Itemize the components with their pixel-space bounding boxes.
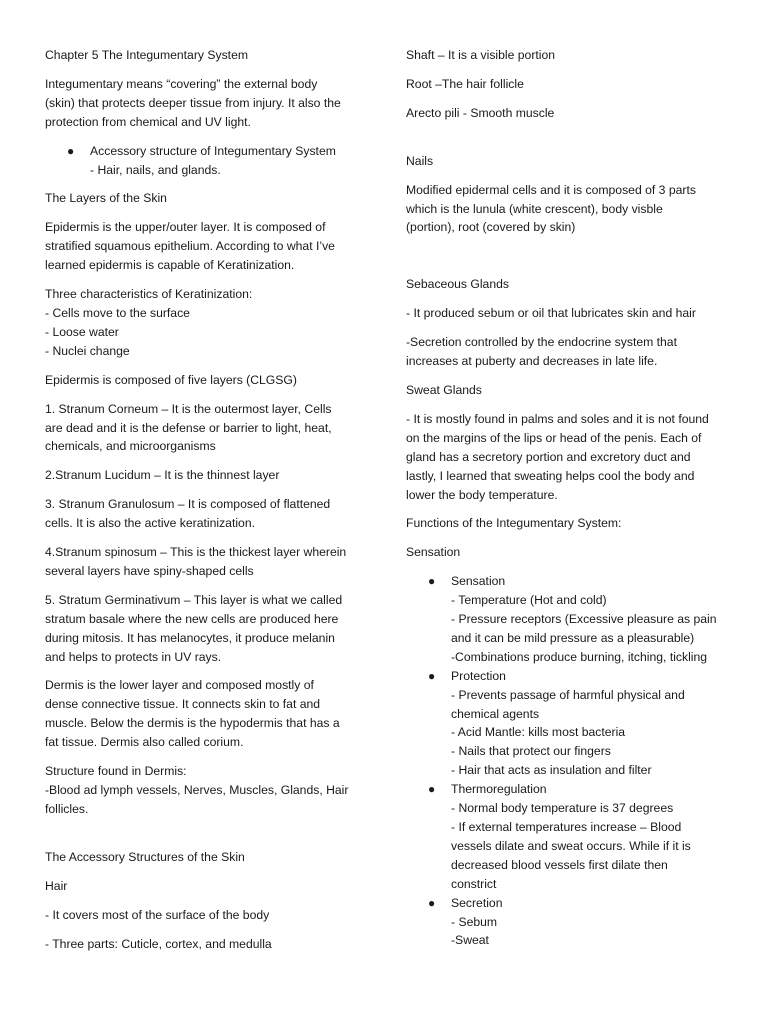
paragraph: Epidermis is the upper/outer layer. It is composed of stratified squamous epithelium. According to what I’ve learned epidermis is capable of Keratinization. [45,220,335,273]
paragraph: Shaft – It is a visible portion [406,48,556,62]
functions-bullet-list [406,572,728,950]
bullet-icon: ● [428,782,436,797]
list-item-text: Sensation - Temperature (Hot and cold) - Pressure receptors (Excessive pleasure as pain and it can be mild pressure as a pleasurable) -Combinations produce burning, itching, tickling [451,574,717,664]
list-item-text: Secretion - Sebum -Sweat [451,895,503,948]
list-item [45,142,363,180]
bullet-icon: ● [428,668,436,683]
spacer [406,247,728,275]
paragraph: - It is mostly found in palms and soles and it is not found on the margins of the lips or head of the penis. Each of gland has a secretory portion and excretory duct and lastly, I learned that sweating helps cool the body and lower the body temperature. [406,411,709,502]
paragraph: Three characteristics of Keratinization: - Cells move to the surface - Loose water - Nuclei change [45,287,253,358]
list-item [406,572,728,667]
paragraph: 4.Stranum spinosum – This is the thickest layer wherein several layers have spiny-shaped cells [45,545,347,578]
paragraph: 1. Stranum Corneum – It is the outermost layer, Cells are dead and it is the defense or barrier to light, heat, chemicals, and microorganisms [45,401,332,454]
bullet-icon: ● [428,895,436,910]
paragraph: Sensation [406,545,461,560]
right-column [406,46,728,960]
bullet-icon: ● [67,143,75,158]
chapter-title: Chapter 5 The Integumentary System [45,48,249,62]
paragraph: 3. Stranum Granulosum – It is composed of flattened cells. It is also the active keratinization. [45,497,331,531]
section-heading: Sebaceous Glands [406,277,509,292]
list-item [406,894,728,951]
paragraph: Root –The hair follicle [406,76,524,91]
paragraph: Arecto pili - Smooth muscle [406,105,555,120]
section-heading: The Layers of the Skin [45,191,167,206]
list-item-text: Protection - Prevents passage of harmful physical and chemical agents - Acid Mantle: kills most bacteria - Nails that protect our fingers - Hair that acts as insulation and filter [451,668,685,778]
paragraph: 5. Stratum Germinativum – This layer is what we called stratum basale where the new cells are produced here during mitosis. It has melanocytes, it produce melanin and helps to protects in UV rays. [45,592,343,664]
section-heading: Nails [406,153,434,168]
spacer [45,829,363,848]
bullet-icon: ● [428,574,436,589]
paragraph: Structure found in Dermis: -Blood ad lymph vessels, Nerves, Muscles, Glands, Hair follicles. [45,764,349,816]
list-item [406,667,728,780]
list-item-text: Accessory structure of Integumentary System - Hair, nails, and glands. [90,143,336,177]
paragraph: Epidermis is composed of five layers (CLGSG) [45,372,297,387]
paragraph: 2.Stranum Lucidum – It is the thinnest layer [45,468,280,483]
section-heading: Functions of the Integumentary System: [406,516,622,531]
list-item [406,780,728,893]
spacer [406,133,728,152]
section-heading: The Accessory Structures of the Skin [45,849,245,864]
paragraph: - Three parts: Cuticle, cortex, and medulla [45,936,272,951]
section-heading: Sweat Glands [406,382,482,397]
paragraph: -Secretion controlled by the endocrine system that increases at puberty and decreases in late life. [406,335,677,369]
paragraph: Integumentary means “covering” the external body (skin) that protects deeper tissue from injury. It also the protection from chemical and UV light. [45,76,341,129]
left-column [45,46,363,963]
list-item-text: Thermoregulation - Normal body temperature is 37 degrees - If external temperatures increase – Blood vessels dilate and sweat occurs. While if it is decreased blood vessels first dilate then constrict [451,782,691,891]
bullet-list [45,142,363,180]
paragraph: Modified epidermal cells and it is composed of 3 parts which is the lunula (white crescent), body visble (portion), root (covered by skin) [406,182,696,235]
paragraph: - It produced sebum or oil that lubricates skin and hair [406,306,696,321]
paragraph: Hair [45,878,68,893]
paragraph: - It covers most of the surface of the body [45,907,270,922]
paragraph: Dermis is the lower layer and composed mostly of dense connective tissue. It connects skin to fat and muscle. Below the dermis is the hypodermis that has a fat tissue. Dermis also called corium. [45,678,340,750]
